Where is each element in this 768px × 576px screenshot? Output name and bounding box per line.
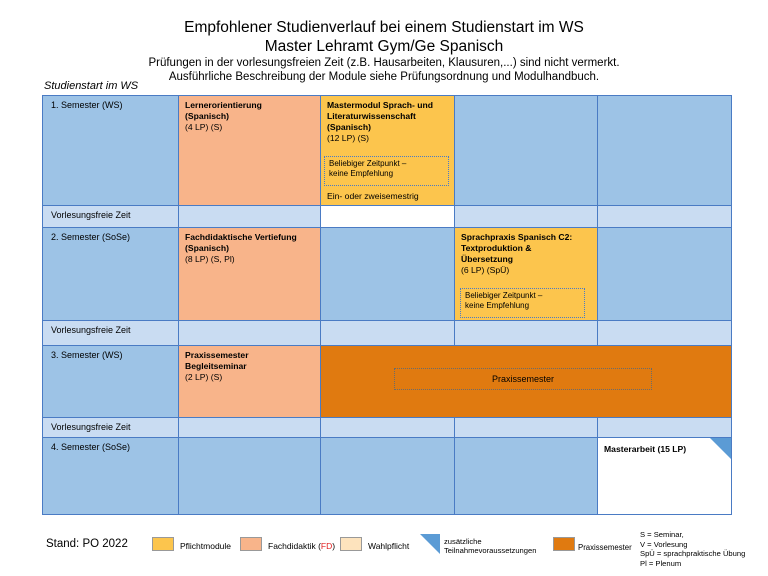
module-title-sub: Begleitseminar bbox=[185, 361, 247, 371]
module-title: Mastermodul Sprach- und bbox=[327, 100, 433, 110]
row-label-semester-4: 4. Semester (SoSe) bbox=[42, 437, 179, 515]
legend-label-pflicht: Pflichtmodule bbox=[180, 541, 232, 551]
module-title: Lernerorientierung bbox=[185, 100, 262, 110]
note-line-1: Prüfungen in der vorlesungsfreien Zeit (z.B. Hausarbeiten, Klausuren,...) sind nicht vermerkt. bbox=[148, 57, 620, 69]
legend-label-zusatz bbox=[444, 537, 536, 555]
stand-label: Stand: PO 2022 bbox=[46, 538, 128, 550]
legend-swatch-pflicht bbox=[152, 537, 174, 551]
abbr-plenum: Pl = Plenum bbox=[640, 558, 682, 568]
row-label-semester-1: 1. Semester (WS) bbox=[42, 95, 179, 206]
row-label-semester-3: 3. Semester (WS) bbox=[42, 345, 179, 418]
module-detail: (2 LP) (S) bbox=[185, 372, 223, 382]
empty-cell bbox=[454, 417, 598, 438]
abbreviations bbox=[640, 530, 745, 568]
legend-fachdidaktik-close: ) bbox=[332, 541, 336, 551]
empty-cell bbox=[178, 205, 321, 228]
module-sprachpraxis[interactable] bbox=[454, 227, 598, 321]
module-mastermodul[interactable] bbox=[320, 95, 455, 206]
legend-swatch-wahlpflicht bbox=[340, 537, 362, 551]
row-label-free-1: Vorlesungsfreie Zeit bbox=[42, 205, 179, 228]
praxissemester-label: Praxissemester bbox=[394, 368, 652, 390]
empty-cell bbox=[320, 417, 455, 438]
empty-cell bbox=[597, 227, 732, 321]
empty-cell bbox=[454, 205, 598, 228]
timing-note-line-1: Beliebiger Zeitpunkt – bbox=[329, 159, 407, 168]
prerequisite-corner-icon bbox=[710, 438, 731, 459]
module-detail: (12 LP) (S) bbox=[327, 133, 370, 143]
timing-note bbox=[460, 288, 585, 318]
timing-note bbox=[324, 156, 449, 186]
empty-cell bbox=[178, 320, 321, 346]
module-title-2: Literaturwissenschaft bbox=[327, 111, 416, 121]
empty-cell bbox=[597, 417, 732, 438]
legend-swatch-fachdidaktik bbox=[240, 537, 262, 551]
empty-cell bbox=[178, 437, 321, 515]
empty-cell bbox=[320, 320, 455, 346]
row-label-free-3: Vorlesungsfreie Zeit bbox=[42, 417, 179, 438]
abbr-vorlesung: V = Vorlesung bbox=[640, 539, 688, 549]
module-title-3: (Spanisch) bbox=[327, 122, 371, 132]
module-footer: Ein- oder zweisemestrig bbox=[327, 191, 419, 201]
module-title-3: Übersetzung bbox=[461, 254, 514, 264]
empty-cell bbox=[597, 95, 732, 206]
legend-swatch-praxissemester bbox=[553, 537, 575, 551]
module-detail: (8 LP) (S, Pl) bbox=[185, 254, 235, 264]
legend-prerequisite-icon bbox=[420, 534, 440, 554]
module-title-sub: (Spanisch) bbox=[185, 243, 229, 253]
abbr-seminar: S = Seminar, bbox=[640, 530, 684, 539]
page-subtitle: Master Lehramt Gym/Ge Spanisch bbox=[264, 38, 504, 55]
empty-cell bbox=[454, 437, 598, 515]
empty-cell bbox=[454, 320, 598, 346]
empty-cell bbox=[597, 320, 732, 346]
empty-cell bbox=[597, 205, 732, 228]
module-praxissemester[interactable] bbox=[320, 345, 732, 418]
module-detail: (4 LP) (S) bbox=[185, 122, 223, 132]
legend-fd-text: FD bbox=[320, 541, 333, 551]
row-label-free-2: Vorlesungsfreie Zeit bbox=[42, 320, 179, 346]
module-title: Masterarbeit (15 LP) bbox=[604, 444, 687, 454]
module-title: Fachdidaktische Vertiefung bbox=[185, 232, 297, 242]
timing-note-line-2: keine Empfehlung bbox=[465, 301, 530, 310]
timing-note-line-1: Beliebiger Zeitpunkt – bbox=[465, 291, 543, 300]
legend-zusatz-line-1: zusätzliche bbox=[444, 537, 482, 546]
module-detail: (6 LP) (SpÜ) bbox=[461, 265, 510, 275]
module-lernerorientierung[interactable] bbox=[178, 95, 321, 206]
module-title-2: Textproduktion & bbox=[461, 243, 532, 253]
legend-label-fachdidaktik bbox=[268, 541, 335, 551]
timing-note-line-2: keine Empfehlung bbox=[329, 169, 394, 178]
empty-cell bbox=[320, 437, 455, 515]
legend-label-praxissemester: Praxissemester bbox=[578, 543, 632, 552]
module-title-sub: (Spanisch) bbox=[185, 111, 229, 121]
module-title: Sprachpraxis Spanisch C2: bbox=[461, 232, 573, 242]
row-label-semester-2: 2. Semester (SoSe) bbox=[42, 227, 179, 321]
start-label: Studienstart im WS bbox=[44, 80, 139, 92]
note-line-2: Ausführliche Beschreibung der Module siehe Prüfungsordnung und Modulhandbuch. bbox=[168, 71, 600, 83]
module-praxis-begleitseminar[interactable] bbox=[178, 345, 321, 418]
empty-cell bbox=[320, 227, 455, 321]
legend-fachdidaktik-text: Fachdidaktik ( bbox=[268, 541, 321, 551]
legend-label-wahlpflicht: Wahlpflicht bbox=[368, 541, 410, 551]
abbr-spue: SpÜ = sprachpraktische Übung bbox=[640, 549, 746, 558]
empty-cell bbox=[178, 417, 321, 438]
page-title: Empfohlener Studienverlauf bei einem Studienstart im WS bbox=[184, 19, 584, 36]
module-fachdidaktische-vertiefung[interactable] bbox=[178, 227, 321, 321]
empty-cell bbox=[454, 95, 598, 206]
legend-zusatz-line-2: Teilnahmevoraussetzungen bbox=[444, 546, 537, 555]
module-title: Praxissemester bbox=[185, 350, 249, 360]
